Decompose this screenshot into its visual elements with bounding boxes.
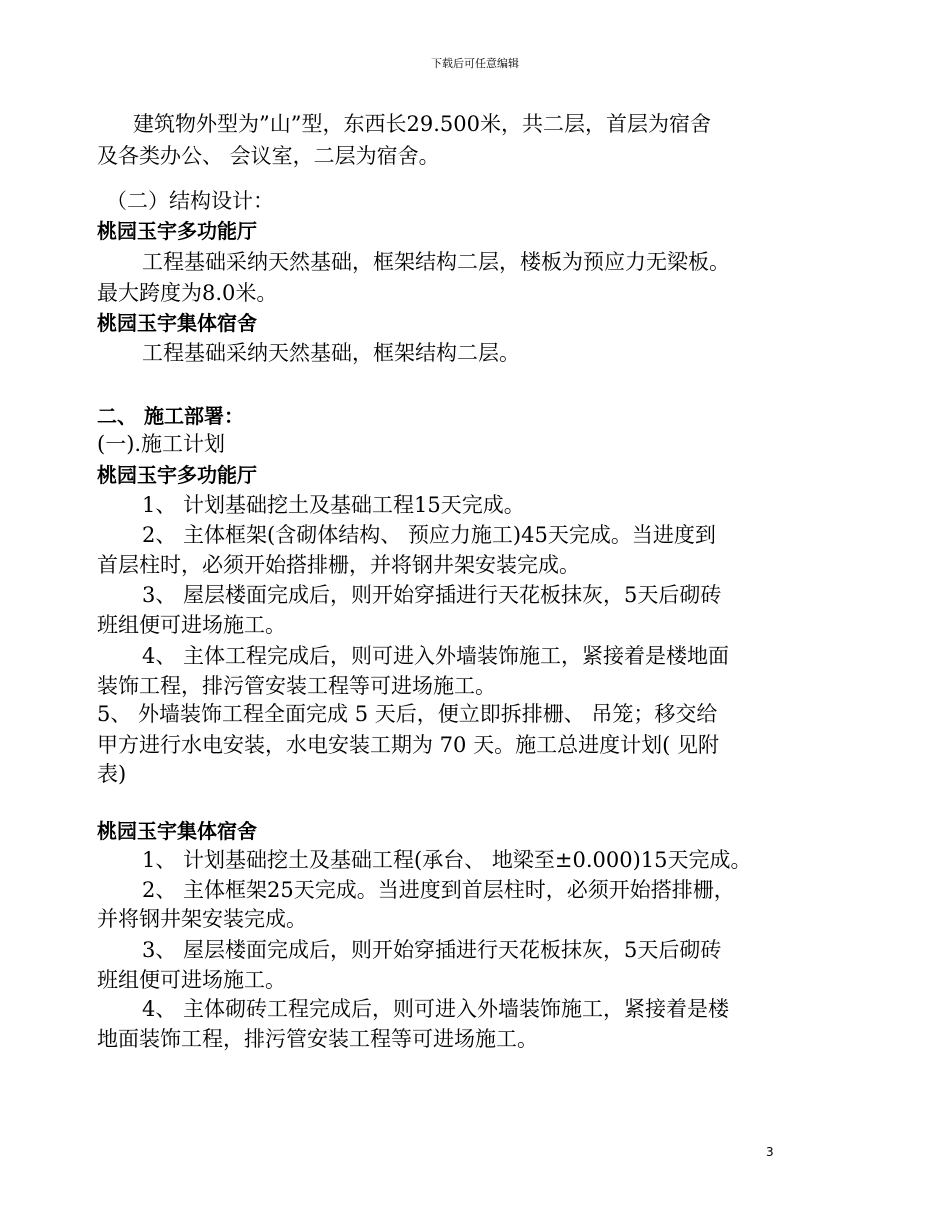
paragraph-line: 地面装饰工程，排污管安装工程等可进场施工。 <box>97 1027 538 1051</box>
paragraph-line: 建筑物外型为”山”型，东西长29.500米，共二层，首层为宿舍 <box>133 112 711 136</box>
paragraph-line: 工程基础采纳天然基础，框架结构二层。 <box>142 341 520 365</box>
section-heading: （二）结构设计： <box>106 189 274 213</box>
paragraph-line: 及各类办公、 会议室，二层为宿舍。 <box>97 144 440 168</box>
section-heading: 二、 施工部署： <box>97 404 244 428</box>
paragraph-line: 工程基础采纳天然基础，框架结构二层，楼板为预应力无梁板。 <box>142 250 730 274</box>
list-item: 5、 外墙装饰工程全面完成 5 天后，便立即拆排栅、 吊笼；移交给 <box>97 702 718 726</box>
paragraph-line: 班组便可进场施工。 <box>97 968 286 992</box>
paragraph-line: 甲方进行水电安装，水电安装工期为 70 天。施工总进度计划( 见附 <box>97 733 719 757</box>
list-item: 1、 计划基础挖土及基础工程15天完成。 <box>142 493 525 517</box>
subsection-heading: 桃园玉宇集体宿舍 <box>97 311 257 335</box>
list-item: 4、 主体工程完成后，则可进入外墙装饰施工，紧接着是楼地面 <box>142 644 730 668</box>
page-number: 3 <box>766 1145 774 1159</box>
paragraph-line: 表) <box>97 762 127 786</box>
subsection-heading: 桃园玉宇集体宿舍 <box>97 819 257 843</box>
paragraph-line: 首层柱时，必须开始搭排栅，并将钢井架安装完成。 <box>97 553 580 577</box>
paragraph-line: 装饰工程，排污管安装工程等可进场施工。 <box>97 674 496 698</box>
list-item: 2、 主体框架25天完成。当进度到首层柱时，必须开始搭排栅， <box>142 878 735 902</box>
list-item: 3、 屋层楼面完成后，则开始穿插进行天花板抹灰，5天后砌砖 <box>142 938 722 962</box>
list-item: 2、 主体框架(含砌体结构、 预应力施工)45天完成。当进度到 <box>142 523 716 547</box>
paragraph-line: 最大跨度为8.0米。 <box>97 281 278 305</box>
page-header: 下载后可任意编辑 <box>431 57 519 70</box>
list-item: 1、 计划基础挖土及基础工程(承台、 地梁至±0.000)15天完成。 <box>142 848 752 872</box>
paragraph-line: 班组便可进场施工。 <box>97 613 286 637</box>
section-heading: (一).施工计划 <box>97 432 226 456</box>
list-item: 4、 主体砌砖工程完成后，则可进入外墙装饰施工，紧接着是楼 <box>142 997 730 1021</box>
list-item: 3、 屋层楼面完成后，则开始穿插进行天花板抹灰，5天后砌砖 <box>142 583 722 607</box>
subsection-heading: 桃园玉宇多功能厅 <box>97 463 257 487</box>
subsection-heading: 桃园玉宇多功能厅 <box>97 219 257 243</box>
paragraph-line: 并将钢井架安装完成。 <box>97 907 307 931</box>
